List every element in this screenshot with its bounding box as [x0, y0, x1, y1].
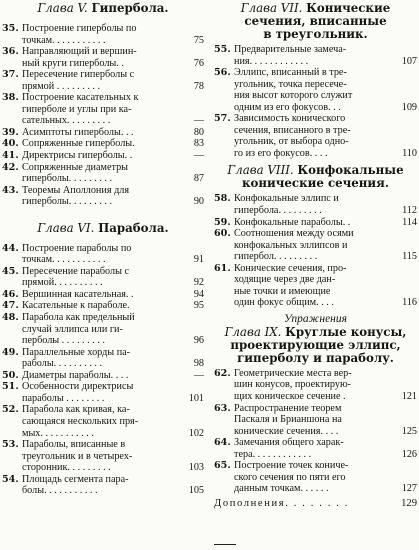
toc-entry-line — [2, 104, 204, 116]
chapter-title-line — [214, 352, 417, 365]
toc-entry — [214, 403, 417, 438]
entry-number: 42. — [2, 161, 19, 173]
left-column — [2, 2, 204, 497]
toc-entry — [2, 138, 204, 150]
toc-entry-line — [2, 428, 204, 440]
toc-entry-line — [2, 312, 204, 324]
entry-number: 47. — [2, 300, 19, 312]
entry-text: Асимптоты гиперболы. . . — [22, 126, 134, 138]
toc-entry-line — [214, 274, 417, 286]
toc-entry-line — [2, 439, 204, 451]
entry-text: Замечания общего харак- — [234, 437, 344, 449]
entry-text: угольник, от выбора одно- — [234, 136, 349, 148]
entry-number: 59. — [214, 216, 231, 228]
chapter-title — [214, 326, 417, 365]
entry-number: 48. — [2, 312, 19, 324]
chapter-title-text: Конфокальные — [297, 163, 404, 178]
entry-page: 125 — [401, 425, 417, 437]
entry-page: 112 — [402, 205, 417, 217]
chapter-title-text: сечения, вписанные — [244, 14, 387, 28]
entry-text: Конические сечения, про- — [234, 262, 347, 274]
entry-text: шин конусов, проектирую- — [234, 379, 351, 391]
entry-text: точкам. . . . . . . . . . . — [22, 34, 106, 46]
toc-entry-line — [2, 115, 204, 127]
toc-entry — [2, 185, 204, 208]
entry-number: 62. — [214, 367, 231, 379]
entry-number: 56. — [214, 67, 231, 79]
toc-entry-line — [2, 35, 204, 47]
chapter-title-text: Парабола. — [98, 220, 169, 235]
toc-entry — [2, 150, 204, 162]
toc-entry-line — [2, 358, 204, 370]
toc-entry — [2, 381, 204, 404]
entry-page: 116 — [402, 297, 417, 309]
entry-number: 63. — [214, 402, 231, 414]
toc-entry — [214, 193, 417, 216]
chapter-title — [2, 2, 204, 15]
entry-text: Зависимость конического — [234, 113, 346, 125]
entry-page: 105 — [188, 485, 204, 497]
entry-number: 41. — [2, 150, 19, 162]
entry-number: 57. — [214, 113, 231, 125]
entry-text: Особенности директрисы — [22, 381, 134, 393]
entry-page: 87 — [193, 173, 204, 185]
chapter-label: Глава V. — [37, 1, 92, 15]
toc-entry-line — [214, 240, 417, 252]
toc-entry-line — [2, 58, 204, 70]
entry-number: 40. — [2, 138, 19, 150]
toc-entry-line — [214, 437, 417, 449]
toc-entry-line — [2, 46, 204, 58]
toc-entry — [214, 67, 417, 113]
entry-text: сторонник. . . . . . . . . — [22, 462, 111, 474]
toc-entry-line — [2, 173, 204, 185]
chapter-title-line — [214, 177, 417, 190]
entry-page: 101 — [188, 392, 204, 404]
toc-entry-line — [2, 243, 204, 255]
entry-page: 78 — [193, 80, 204, 92]
toc-entry-line — [2, 335, 204, 347]
entry-text: треугольник и в четырех- — [22, 450, 133, 462]
toc-entry-line — [2, 69, 204, 81]
entry-text: Парабола как предельный — [22, 312, 135, 324]
toc-entry-line — [2, 416, 204, 428]
toc-entry-line — [2, 451, 204, 463]
toc-entry-line — [214, 449, 417, 461]
toc-entry — [214, 368, 417, 403]
toc-entry-line — [214, 460, 417, 472]
toc-entry-line — [2, 185, 204, 197]
entry-page: 103 — [188, 462, 204, 474]
entry-number: 44. — [2, 242, 19, 254]
toc-entry — [2, 243, 204, 266]
entry-page: 107 — [401, 55, 417, 67]
chapter-title-line — [214, 28, 417, 41]
toc-entry — [2, 127, 204, 139]
chapter-title-text: Гипербола. — [91, 1, 169, 15]
entry-number: 58. — [214, 193, 231, 205]
chapter-label: Глава VIII. — [227, 163, 298, 178]
toc-entry — [2, 347, 204, 370]
toc-entry-line — [214, 113, 417, 125]
toc-entry-line — [2, 370, 204, 382]
toc-entry-line — [2, 324, 204, 336]
entry-number: 46. — [2, 288, 19, 300]
toc-entry-line — [2, 138, 204, 150]
toc-entry-line — [214, 90, 417, 102]
entry-number: 52. — [2, 404, 19, 416]
entry-text: ния. . . . . . . . . . . . — [234, 55, 309, 67]
entry-text: болы. . . . . . . . . . . — [22, 485, 98, 497]
entry-text: гиперболы. . . . . . . . . — [22, 173, 113, 185]
entry-number: 54. — [2, 473, 19, 485]
entry-text: Построение гиперболы по — [22, 23, 137, 34]
toc-entry — [2, 92, 204, 127]
entry-number: 65. — [214, 460, 231, 472]
entry-text: один фокус общим. . . . — [234, 297, 334, 309]
toc-entry-line — [2, 289, 204, 301]
toc-entry-line — [214, 228, 417, 240]
toc-entry-line — [2, 462, 204, 474]
entry-text: сечения, вписанного в тре- — [234, 124, 351, 136]
toc-entry-line — [214, 426, 417, 438]
toc-entry-line — [2, 196, 204, 208]
toc-entry-line — [2, 92, 204, 104]
toc-entry — [214, 460, 417, 495]
toc-entry-line — [2, 81, 204, 93]
entry-page: 102 — [188, 427, 204, 439]
entry-text: го из его фокусов. . . . — [234, 147, 328, 159]
toc-entry-line — [2, 393, 204, 405]
entry-page: 92 — [193, 277, 204, 289]
toc-entry-line — [2, 485, 204, 497]
entry-text: мых. . . . . . . . . . . — [22, 427, 94, 439]
toc-entry — [2, 404, 204, 439]
toc-entry-line — [214, 205, 417, 217]
entry-text: гиперболе и углы при ка- — [22, 103, 132, 115]
entry-text: перболы . . . . . . . . . — [22, 335, 105, 347]
toc-entry — [2, 23, 204, 46]
entry-text: Площадь сегмента пара- — [22, 473, 129, 485]
toc-entry-line — [214, 297, 417, 309]
entry-number: 51. — [2, 381, 19, 393]
entry-page: 91 — [193, 254, 204, 266]
entry-text: точкам. . . . . . . . . . . — [22, 254, 106, 266]
chapter-title-text: проектирующие эллипс, — [230, 337, 401, 352]
chapter-label: Глава IX. — [224, 324, 286, 339]
entry-text: конфокальных эллипсов и — [234, 239, 348, 251]
entry-number: 45. — [2, 265, 19, 277]
entry-text: Пересечение параболы с — [22, 265, 130, 277]
entry-number: 50. — [2, 369, 19, 381]
entry-page: 95 — [193, 300, 204, 312]
entry-text: Сопряженные гиперболы. — [22, 138, 135, 150]
toc-entry-line — [214, 193, 417, 205]
appendix-entry — [214, 497, 417, 510]
entry-text: сающаяся нескольких пря- — [22, 415, 139, 427]
entry-number: 36. — [2, 46, 19, 58]
toc-entry-line — [2, 381, 204, 393]
toc-entry-line — [2, 150, 204, 162]
entry-page: 110 — [402, 147, 417, 159]
entry-page: — — [193, 369, 204, 381]
entry-page: 94 — [193, 288, 204, 300]
entry-text: Построение касательных к — [22, 92, 139, 104]
toc-entry-line — [214, 368, 417, 380]
entry-text: параболы . . . . . . . . — [22, 392, 105, 404]
entry-text: Конфокальные параболы. . — [234, 216, 351, 228]
toc-entry-line — [214, 391, 417, 403]
entry-page: 114 — [402, 216, 417, 228]
toc-entry — [2, 69, 204, 92]
toc-entry — [2, 289, 204, 301]
toc-entry-line — [2, 127, 204, 139]
entry-text: гиперболы. . . . . . . . . — [22, 196, 113, 208]
entry-text: ные точки и имеющие — [234, 285, 331, 297]
entry-text: Конфокальные эллипс и — [234, 193, 339, 205]
entry-text: Парабола как кривая, ка- — [22, 404, 130, 416]
entry-page: 98 — [193, 358, 204, 370]
entry-number: 37. — [2, 69, 19, 81]
toc-entry-line — [214, 403, 417, 415]
entry-number: 55. — [214, 44, 231, 55]
spacer — [2, 208, 204, 222]
toc-entry — [214, 44, 417, 67]
toc-entry-line — [214, 136, 417, 148]
entry-text: ского сечения по пяти его — [234, 471, 346, 483]
entry-number: 49. — [2, 346, 19, 358]
entry-page: 80 — [193, 126, 204, 138]
chapter-title — [214, 164, 417, 190]
entry-page: 126 — [401, 448, 417, 460]
entry-text: Касательные к параболе. — [22, 300, 130, 312]
right-column — [214, 2, 417, 510]
toc-entry — [214, 228, 417, 263]
entry-text: гипербол. . . . . . . . . — [234, 251, 318, 263]
toc-entry — [214, 113, 417, 159]
entry-text: данным точкам. . . . . . — [234, 483, 329, 495]
toc-entry-line — [214, 414, 417, 426]
entry-text: ходящие через две дан- — [234, 274, 336, 286]
entry-text: конические сечения. . . . — [234, 425, 339, 437]
toc-entry-line — [2, 254, 204, 266]
toc-entry — [2, 439, 204, 474]
toc-entry-line — [214, 286, 417, 298]
entry-text: Паскаля и Брианшона на — [234, 414, 342, 426]
entry-text: прямой . . . . . . . . . — [22, 80, 101, 92]
entry-page: 121 — [401, 391, 417, 403]
chapter-title-text: Конические — [306, 1, 391, 15]
entry-text: раболы. . . . . . . . . . — [22, 358, 103, 370]
toc-entry-line — [2, 300, 204, 312]
entry-text: тера. . . . . . . . . . . . — [234, 448, 312, 460]
entry-number: 43. — [2, 184, 19, 196]
entry-number: 39. — [2, 126, 19, 138]
entry-page: 75 — [193, 34, 204, 46]
appendix-label: Дополнения. . . . . . . . — [214, 497, 349, 509]
chapter-label: Глава VI. — [37, 220, 99, 235]
toc-entry-line — [2, 277, 204, 289]
toc-entry — [2, 266, 204, 289]
entry-page: 76 — [193, 57, 204, 69]
entry-text: Геометрические места вер- — [234, 367, 352, 379]
toc-entry-line — [214, 472, 417, 484]
chapter-title-line — [2, 2, 204, 15]
chapter-title-text: гиперболу и параболу. — [237, 350, 394, 365]
bottom-rule — [214, 544, 236, 545]
toc-entry-line — [214, 263, 417, 275]
entry-number: 35. — [2, 23, 19, 34]
toc-entry — [2, 162, 204, 185]
toc-entry-line — [2, 266, 204, 278]
toc-entry — [2, 300, 204, 312]
entry-text: Сопряженные диаметры — [22, 161, 129, 173]
entry-text: Директрисы гиперболы. . — [22, 150, 133, 162]
appendix-page: 129 — [401, 497, 417, 509]
entry-text: ния высот которого служит — [234, 90, 353, 102]
toc-entry-line — [214, 251, 417, 263]
entry-page: 109 — [401, 101, 417, 113]
entry-number: 53. — [2, 439, 19, 451]
chapter-title-text: конические сечения. — [241, 176, 389, 191]
entry-page: — — [193, 115, 204, 127]
toc-entry — [2, 46, 204, 69]
entry-text: Эллипс, вписанный в тре- — [234, 67, 347, 79]
entry-page: 83 — [193, 138, 204, 150]
toc-entry-line — [2, 404, 204, 416]
entry-page: 127 — [401, 483, 417, 495]
toc-entry — [214, 217, 417, 229]
entry-text: Теоремы Аполлония для — [22, 184, 130, 196]
entry-text: Соотношения между осями — [234, 228, 354, 240]
entry-text: случай эллипса или ги- — [22, 323, 123, 335]
toc-entry-line — [2, 474, 204, 486]
toc-entry-line — [214, 79, 417, 91]
toc-entry-line — [214, 56, 417, 68]
entry-page: 96 — [193, 335, 204, 347]
entry-page: — — [193, 150, 204, 162]
chapter-title-text: Круглые конусы, — [285, 324, 407, 339]
toc-entry-line — [214, 102, 417, 114]
entry-text: Построение точек кониче- — [234, 460, 349, 472]
toc-entry-line — [214, 148, 417, 160]
entry-text: Диаметры параболы. . . . — [22, 369, 129, 381]
entry-page: 115 — [402, 251, 417, 263]
toc-entry-line — [214, 483, 417, 495]
entry-text: Направляющий и вершин- — [22, 46, 137, 58]
entry-page: 90 — [193, 196, 204, 208]
toc-entry — [214, 263, 417, 309]
entry-number: 38. — [2, 92, 19, 104]
chapter-label: Глава VII. — [240, 1, 307, 15]
entry-text: Параллельные хорды па- — [22, 346, 131, 358]
chapter-title — [214, 2, 417, 41]
entry-text: щих коническое сечение . — [234, 391, 346, 403]
toc-entry-line — [2, 23, 204, 35]
toc-entry-line — [2, 162, 204, 174]
toc-entry-line — [2, 347, 204, 359]
entry-text: Параболы, вписанные в — [22, 439, 126, 451]
entry-text: ный круги гиперболы. . — [22, 57, 124, 69]
entry-text: Вершинная касательная. . — [22, 288, 134, 300]
entry-text: Пересечение гиперболы с — [22, 69, 135, 81]
entry-number: 60. — [214, 228, 231, 240]
entry-text: Построение параболы по — [22, 242, 132, 254]
entry-number: 64. — [214, 437, 231, 449]
toc-entry — [2, 474, 204, 497]
chapter-title-line — [2, 222, 204, 235]
entry-text: одним из его фокусов. . . — [234, 101, 341, 113]
entry-text: сательных. . . . . . . . . — [22, 115, 111, 127]
chapter-title — [2, 222, 204, 235]
entry-text: гипербола. . . . . . . . . — [234, 205, 322, 217]
toc-entry — [2, 370, 204, 382]
entry-text: угольник, точка пересече- — [234, 78, 347, 90]
toc-entry-line — [214, 44, 417, 56]
entry-text: Распространение теорем — [234, 402, 342, 414]
entry-number: 61. — [214, 262, 231, 274]
toc-entry-line — [214, 67, 417, 79]
exercises-heading: Упражнения — [284, 312, 347, 325]
entry-text: прямой. . . . . . . . . . — [22, 277, 103, 289]
toc-entry-line — [214, 125, 417, 137]
toc-entry-line — [214, 217, 417, 229]
chapter-title-text: в треугольник. — [263, 27, 368, 41]
toc-entry — [2, 312, 204, 347]
toc-entry — [214, 437, 417, 460]
toc-entry-line — [214, 379, 417, 391]
entry-text: Предварительные замеча- — [234, 44, 347, 55]
